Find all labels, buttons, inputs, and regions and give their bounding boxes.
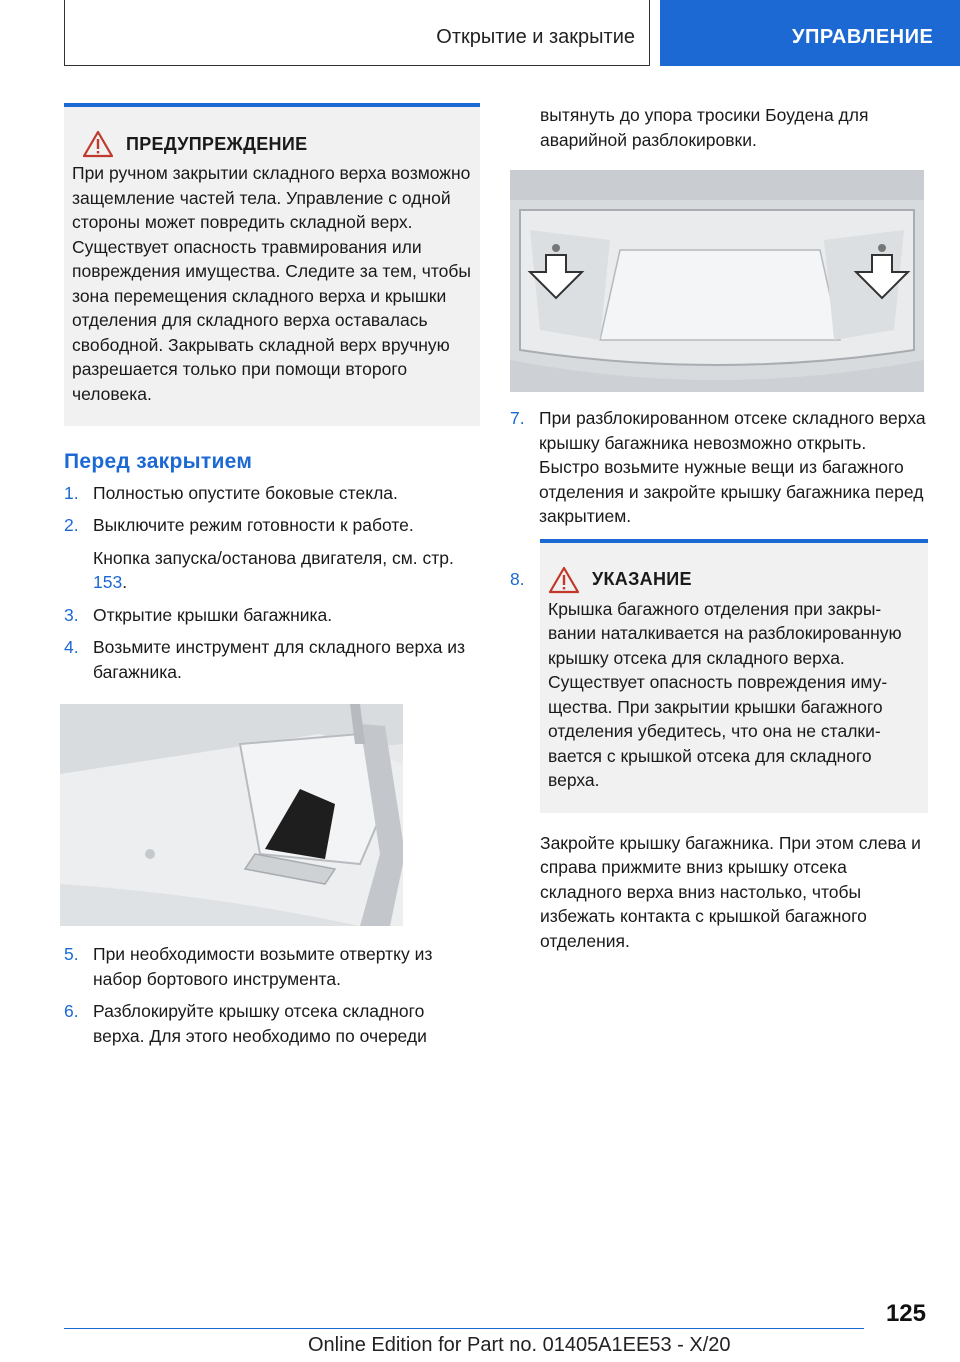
- step-item: [64, 603, 480, 628]
- step-text: При необходимости возьмите отвертку из набор бортового инструмента.: [93, 944, 433, 989]
- note-text: Крышка багажного отделения при закрывании наталкивается на разблокированную крышку отсека для складного верха. Существует опасность повреждения имущества. При закрытии крышки багажного отделения убедитесь, что она не сталкивается с крышкой отсека для складного верха.: [548, 598, 902, 790]
- note-box: [540, 539, 928, 813]
- header-section-tab: [660, 0, 960, 66]
- step-number: 7.: [510, 408, 525, 428]
- step-sub-body: Кнопка запуска/останова двигателя, см. стр.: [93, 547, 454, 568]
- step-item: [510, 406, 928, 529]
- step-continuation: вытянуть до упора тросики Боудена для аварийной разблокировки.: [540, 105, 869, 150]
- step-sub-end: .: [122, 572, 128, 592]
- warning-title: ПРЕДУПРЕЖДЕНИЕ: [126, 133, 308, 154]
- step-item: [64, 942, 480, 991]
- warning-title-row: [72, 129, 472, 159]
- closing-text: Закройте крышку багажника. При этом слева и справа прижмите вниз крышку отсека складного верха вниз настолько, чтобы избежать контакта с крышкой багажного отделения.: [540, 832, 921, 951]
- step-number: 6.: [64, 1001, 79, 1021]
- footer-divider: [64, 1328, 864, 1329]
- footer-edition-text: Online Edition for Part no. 01405A1EE53 - X/20: [308, 1334, 731, 1356]
- step-number: 1.: [64, 482, 79, 503]
- note-item: [510, 539, 928, 813]
- trunk-release-photo: [510, 170, 924, 392]
- warning-triangle-icon: [548, 566, 580, 594]
- step-number: 2.: [64, 515, 79, 535]
- step-item: [64, 635, 480, 684]
- right-column: [510, 103, 928, 953]
- step-item: [64, 481, 480, 506]
- left-column: [64, 103, 480, 1056]
- step-text: Разблокируйте крышку отсека складного верха. Для этого необходимо по очереди: [93, 1001, 427, 1046]
- step-number: 3.: [64, 604, 79, 625]
- step-number: 4.: [64, 637, 79, 657]
- step-sub-text: [64, 546, 480, 595]
- warning-box: [64, 103, 480, 426]
- trunk-tool-photo: [60, 704, 403, 926]
- page-reference-link[interactable]: 153: [93, 572, 123, 592]
- step-text: При разблокированном отсеке складного верха крышку багажника невозможно открыть. Быстро возьмите нужные вещи из багажного отделения и закройте крышку багажника перед закрытием.: [539, 408, 926, 526]
- header-chapter-frame: [64, 0, 650, 66]
- page-number: 125: [885, 1300, 926, 1327]
- header-section-title: УПРАВЛЕНИЕ: [792, 26, 934, 48]
- warning-triangle-icon: [82, 130, 114, 158]
- step-text: Полностью опустите боковые стекла.: [93, 482, 398, 503]
- step-text: Открытие крышки багажника.: [93, 604, 333, 625]
- step-number: 8.: [510, 568, 525, 589]
- warning-text: При ручном закрытии складного верха возможно защемление частей тела. Управление с одной стороны может повредить складной верх. Существует опасность травмирования или повреждения имущества. Следите за тем, чтобы зона перемещения складного верха и крышки отделения для складного верха оставалась свободной. Закрывать складной верх вручную разрешается только при помощи второго человека.: [72, 163, 472, 404]
- step-text: Возьмите инструмент для складного верха из багажника.: [93, 637, 465, 682]
- note-title: УКАЗАНИЕ: [592, 569, 692, 590]
- header-chapter-title: Открытие и закрытие: [436, 26, 635, 48]
- note-title-row: [548, 565, 920, 595]
- step-item: [64, 513, 480, 538]
- step-text: Выключите режим готовности к работе.: [93, 515, 414, 535]
- section-heading: Перед закрытием: [64, 450, 253, 473]
- step-number: 5.: [64, 944, 79, 964]
- step-item: [64, 999, 480, 1048]
